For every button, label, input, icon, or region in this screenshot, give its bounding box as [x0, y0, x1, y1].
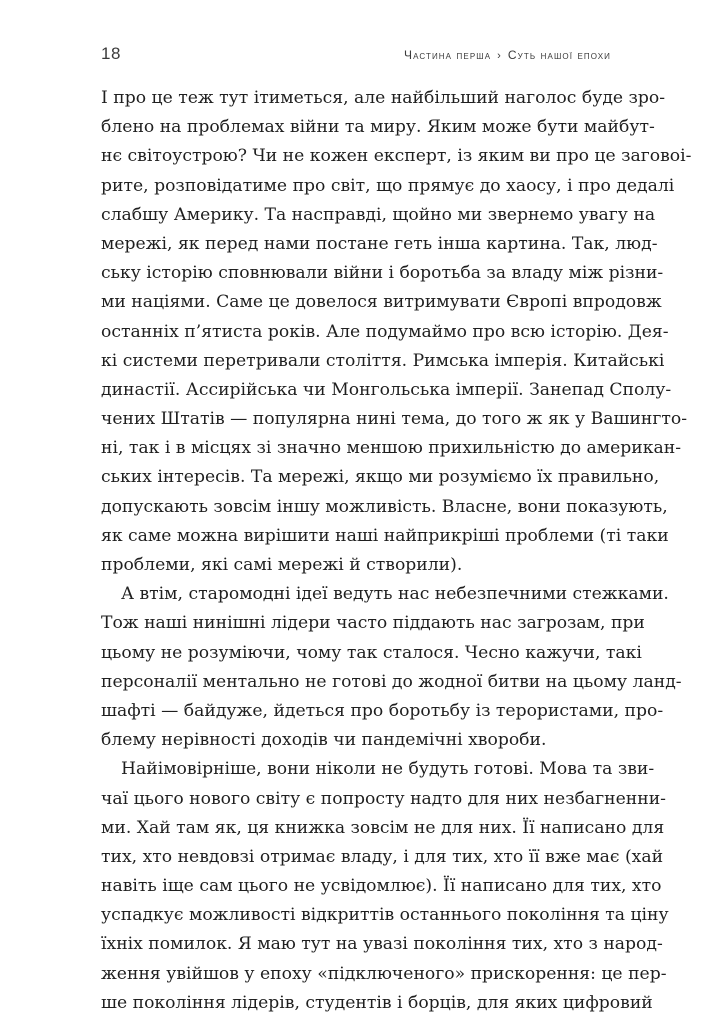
text-line: кі системи перетривали століття. Римська імперія. Китайські	[101, 350, 665, 371]
running-head-chapter: Суть нашої епохи	[507, 48, 611, 62]
paragraph	[101, 580, 682, 755]
running-head	[404, 48, 611, 62]
text-line: династії. Ассирійська чи Монгольська імперії. Занепад Сполу-	[101, 379, 672, 400]
text-line: Тож наші нинішні лідери часто піддають нас загрозам, при	[101, 613, 645, 634]
text-line: А втім, старомодні ідеї ведуть нас небезпечними стежками.	[121, 584, 669, 605]
text-line: нє світоустрою? Чи не кожен експерт, із яким ви про це заговоі-	[101, 146, 692, 167]
paragraph	[101, 84, 692, 580]
text-line: шафті — байдуже, йдеться про боротьбу із терористами, про-	[101, 700, 664, 721]
text-line: ження увійшов у епоху «підключеного» прискорення: це пер-	[101, 963, 667, 984]
text-line: цьому не розуміючи, чому так сталося. Чесно кажучи, такі	[101, 642, 642, 663]
chevron-right-icon: ›	[497, 50, 502, 62]
text-line: блему нерівності доходів чи пандемічні хвороби.	[101, 730, 547, 751]
text-line: тих, хто невдовзі отримає владу, і для тих, хто її вже має (хай	[101, 846, 664, 867]
text-line: ше покоління лідерів, студентів і борців, для яких цифровий	[101, 992, 653, 1013]
text-line: як саме можна вирішити наші найприкріші проблеми (ті таки	[101, 525, 669, 546]
text-line: навіть іще сам цього не усвідомлює). Її написано для тих, хто	[101, 876, 662, 897]
text-line: допускають зовсім іншу можливість. Власне, вони показують,	[101, 496, 668, 517]
text-line: рите, розповідатиме про світ, що прямує до хаосу, і про дедалі	[101, 175, 675, 196]
text-line: І про це теж тут ітиметься, але найбільший наголос буде зро-	[101, 88, 666, 108]
text-line: Найімовірніше, вони ніколи не будуть готові. Мова та зви-	[121, 759, 655, 780]
text-line: блено на проблемах війни та миру. Яким може бути майбут-	[101, 117, 655, 138]
running-head-part: Частина перша	[403, 48, 492, 62]
text-line: ську історію сповнювали війни і боротьба за владу між різни-	[101, 263, 664, 284]
text-line: мережі, як перед нами постане геть інша картина. Так, люд-	[101, 233, 658, 254]
page-number: 18	[101, 44, 121, 63]
text-line: останніх п’ятиста років. Але подумаймо про всю історію. Дея-	[101, 321, 669, 342]
text-line: ні, так і в місцях зі значно меншою прихильністю до американ-	[101, 438, 682, 459]
text-line: ських інтересів. Та мережі, якщо ми розуміємо їх правильно,	[101, 467, 660, 488]
text-line: чених Штатів — популярна нині тема, до того ж як у Вашингто-	[101, 409, 688, 430]
text-line: чаї цього нового світу є попросту надто для них незбагненни-	[101, 788, 666, 809]
text-line: персоналії ментально не готові до жодної битви на цьому ланд-	[101, 671, 682, 692]
text-line: успадкує можливості відкриттів останнього покоління та ціну	[101, 905, 669, 926]
body-text	[101, 84, 692, 1018]
text-line: слабшу Америку. Та насправді, щойно ми звернемо увагу на	[101, 204, 656, 225]
text-line: ми. Хай там як, ця книжка зовсім не для них. Її написано для	[101, 817, 665, 838]
text-line: проблеми, які самі мережі й створили).	[101, 555, 463, 575]
page-header	[101, 44, 611, 66]
paragraph	[101, 755, 669, 1018]
text-line: їхніх помилок. Я маю тут на увазі покоління тих, хто з народ-	[101, 934, 663, 955]
text-line: ми націями. Саме це довелося витримувати Європі впродовж	[101, 292, 662, 313]
